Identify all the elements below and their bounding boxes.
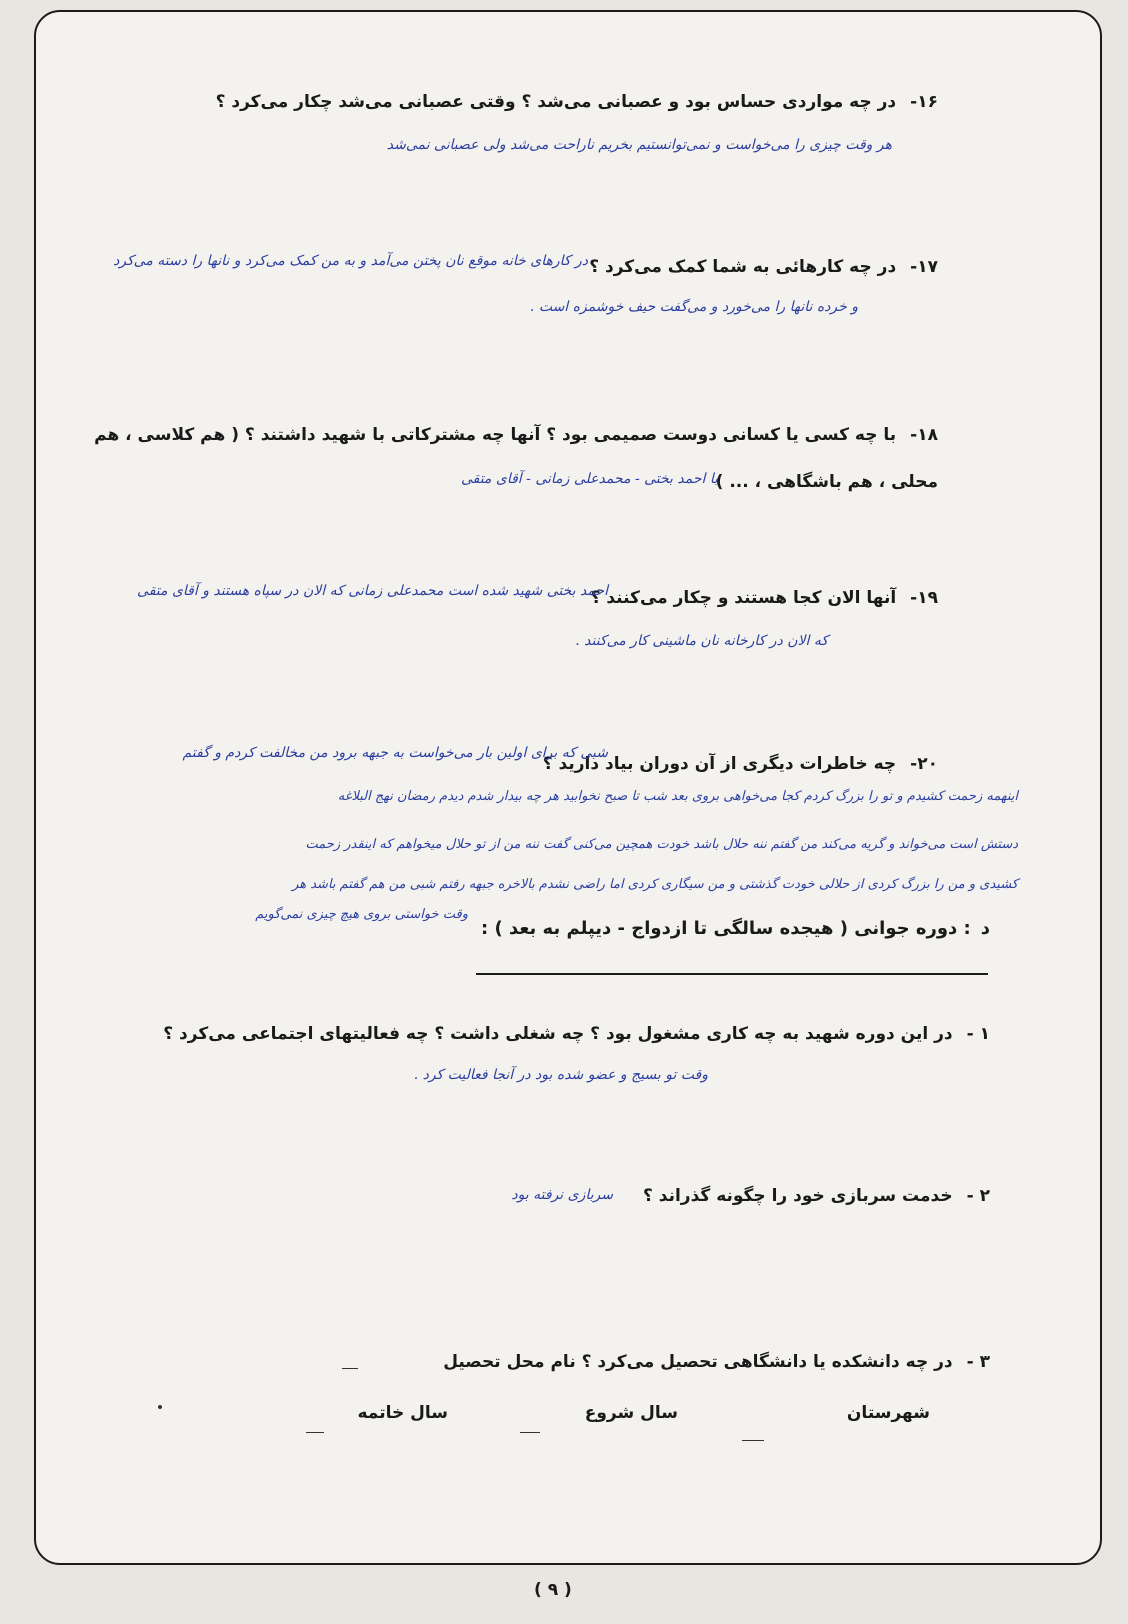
answer-16: هر وقت چیزی را می‌خواست و نمی‌توانستیم بخریم ناراحت می‌شد ولی عصبانی نمی‌شد (386, 137, 892, 153)
study-place-blank[interactable] (342, 1368, 358, 1369)
section-question-1 (163, 1022, 990, 1048)
question-text: خدمت سربازی خود را چگونه گذراند ؟ (642, 1186, 953, 1206)
question-text: در چه دانشکده یا دانشگاهی تحصیل می‌کرد ؟ نام محل تحصیل (443, 1352, 953, 1372)
question-text: در این دوره شهید به چه کاری مشغول بود ؟ چه شغلی داشت ؟ چه فعالیتهای اجتماعی می‌کرد ؟ (163, 1024, 953, 1044)
question-number: ۱۸- (910, 425, 938, 445)
answer-19-line2: که الان در کارخانه نان ماشینی کار می‌کنند . (575, 633, 828, 649)
answer-19-line1: احمد بختی شهید شده است محمدعلی زمانی که الان در سپاه هستند و آقای متقی (137, 583, 608, 599)
question-17 (589, 255, 938, 281)
answer-17-line1: در کارهای خانه موقع نان پختن می‌آمد و به من کمک می‌کرد و نانها را دسته می‌کرد (113, 253, 588, 269)
question-number: ۱۶- (910, 92, 938, 112)
section-letter: د (980, 918, 990, 939)
start-year-label: سال شروع (584, 1403, 678, 1423)
question-number: ۳ - (966, 1352, 990, 1372)
question-number: ۱ - (966, 1024, 990, 1044)
question-text: چه خاطرات دیگری از آن دوران بیاد دارید ؟ (542, 754, 897, 774)
question-text: در چه کارهائی به شما کمک می‌کرد ؟ (589, 257, 897, 277)
question-19 (591, 586, 938, 612)
section-title (481, 918, 990, 939)
question-text: در چه مواردی حساس بود و عصبانی می‌شد ؟ وقتی عصبانی می‌شد چکار می‌کرد ؟ (215, 92, 897, 112)
question-text: آنها الان کجا هستند و چکار می‌کنند ؟ (590, 588, 897, 608)
question-text: با چه کسی یا کسانی دوست صمیمی بود ؟ آنها چه مشترکاتی با شهید داشتند ؟ ( هم کلاسی ، هم (94, 425, 897, 445)
start-year-blank[interactable] (520, 1432, 540, 1433)
answer-20-line3: دستش است می‌خواند و گریه می‌کند من گفتم ننه حلال باشد خودت همچین می‌کنی گفت ننه من از تو حلال میخواهم که اینقدر زحمت (305, 837, 1018, 852)
section-heading: : دوره جوانی ( هیجده سالگی تا ازدواج - دیپلم به بعد ) : (481, 918, 971, 939)
section-question-2 (643, 1184, 990, 1210)
question-number: ۱۷- (910, 257, 938, 277)
question-18-line2: محلی ، هم باشگاهی ، ... ) (715, 472, 938, 492)
end-year-label: سال خاتمه (357, 1403, 448, 1423)
section-answer-2: سربازی نرفته بود (511, 1187, 613, 1203)
section-answer-1: وقت تو بسیج و عضو شده بود در آنجا فعالیت کرد . (413, 1067, 708, 1083)
page-number: ( ۹ ) (534, 1580, 572, 1600)
question-18 (94, 423, 938, 449)
question-number: ۱۹- (910, 588, 938, 608)
question-16 (216, 90, 938, 116)
end-year-blank[interactable] (306, 1432, 324, 1433)
section-divider (476, 973, 988, 975)
answer-17-line2: و خرده نانها را می‌خورد و می‌گفت حیف خوشمزه است . (529, 299, 858, 315)
section-question-3 (443, 1350, 990, 1376)
question-number: ۲ - (966, 1186, 990, 1206)
answer-20-line2: اینهمه زحمت کشیدم و تو را بزرگ کردم کجا می‌خواهی بروی بعد شب تا صبح نخوابید هر چه بیدار شدم دیدم رمضان نهج البلاغه (337, 789, 1018, 804)
city-blank[interactable] (742, 1440, 764, 1441)
answer-18: با احمد بختی - محمدعلی زمانی - آقای متقی (460, 471, 718, 487)
ink-dot (158, 1405, 162, 1409)
answer-20-line1: شبی که برای اولین بار می‌خواست به جبهه برود من مخالفت کردم و گفتم (182, 745, 608, 761)
answer-20-line4: کشیدی و من را بزرگ کردی از حلالی خودت گذشتی و من سیگاری کردی اما راضی نشدم بالاخره جبهه رفتم شبی من هم گفتم باشد هر (292, 877, 1018, 892)
answer-20-line5: وقت خواستی بروی هیچ چیزی نمی‌گویم (255, 907, 468, 922)
city-label: شهرستان (846, 1403, 930, 1423)
question-number: ۲۰- (910, 754, 938, 774)
